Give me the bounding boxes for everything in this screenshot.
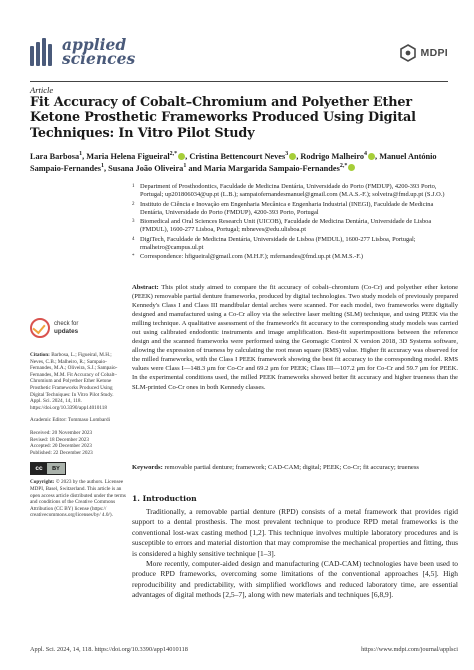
mdpi-logo-icon <box>399 44 417 62</box>
orcid-icon[interactable] <box>289 153 296 160</box>
cc-by-license-icon[interactable]: cc BY <box>30 462 66 475</box>
author[interactable]: Lara Barbosa <box>30 152 80 161</box>
journal-name: applied sciences <box>62 35 136 68</box>
affiliation-item: 3 Biomedical and Oral Sciences Research Unit (UICOB), Faculdade de Medicina Dentária, Universidade de Lisboa (FMDUL), 1600-277 Lisboa, Portugal; mbneves@edu.ulisboa.pt <box>132 218 432 234</box>
footer-citation[interactable]: Appl. Sci. 2024, 14, 118. https://doi.org/10.3390/app14010118 <box>30 646 188 653</box>
introduction-body <box>132 507 458 601</box>
keywords-label: Keywords: <box>132 464 163 471</box>
journal-logo-icon <box>30 38 56 66</box>
check-updates-button[interactable]: check for updates <box>30 318 126 338</box>
published-date: Published: 22 December 2023 <box>30 449 93 456</box>
academic-editor: Academic Editor: Tommaso Lombardi <box>30 417 111 424</box>
affiliation-item: 4 DigiTech, Faculdade de Medicina Dentária, Universidade de Lisboa (FMDUL), 1600-277 Lisboa, Portugal; rmalheiro@campus.ul.pt <box>132 235 416 251</box>
author[interactable]: Manuel António Sampaio-Fernandes <box>30 152 437 173</box>
revised-date: Revised: 18 December 2023 <box>30 436 89 443</box>
author[interactable]: Rodrigo Malheiro <box>300 152 365 161</box>
page-footer <box>30 646 458 653</box>
orcid-icon[interactable] <box>348 164 355 171</box>
paragraph: Traditionally, a removable partial denture (RPD) consists of a metal framework that provides rigid support to a dental prosthesis. The most prevalent technique to produce RPD metal frameworks is the conventional lost-wax casting method [1,2]. This technique involves multiple laboratory procedures and is susceptible to errors and material distortion that may compromise the mechanical properties and fitting, thus is considered a highly sensitive technique [1–3]. <box>132 507 458 558</box>
sidebar <box>30 318 126 525</box>
affiliation-item: 1 Department of Prosthodontics, Faculdade de Medicina Dentária, Universidade do Porto (FMDUP), 4200-393 Porto, Portugal; up201806034@up.pt (L.B.); sampaiofernandesmanuel@gmail.com (M.A.S.-F.); solveira@fmd.up.pt (S.J.O.) <box>132 183 445 199</box>
dates <box>30 430 126 456</box>
author[interactable]: Maria Margarida Sampaio-Fernandes <box>203 163 340 173</box>
keywords-text: removable partial denture; framework; CAD-CAM; digital; PEEK; Co-Cr; fit accuracy; trueness <box>164 464 419 471</box>
check-updates-icon <box>30 318 50 338</box>
author[interactable]: Cristina Bettencourt Neves <box>189 152 286 161</box>
correspondence: * Correspondence: hfigueiral@gmail.com (M.H.F.); mfernandes@fmd.up.pt (M.M.S.-F.) <box>132 253 364 261</box>
author[interactable]: Susana João Oliveira <box>108 163 184 173</box>
footer-journal-url[interactable]: https://www.mdpi.com/journal/applsci <box>361 646 458 653</box>
article-title: Fit Accuracy of Cobalt–Chromium and Polyether Ether Ketone Prosthetic Frameworks Produced Using Digital Techniques: In Vitro Pilot Study <box>30 95 416 141</box>
article-type: Article <box>30 85 54 95</box>
orcid-icon[interactable] <box>368 153 375 160</box>
citation: Citation: Barbosa, L.; Figueiral, M.H.; Neves, C.B.; Malheiro, R.; Sampaio-Fernandes, M.A.; Oliveira, S.J.; Sampaio-Fernandes, M.M. Fit Accuracy of Cobalt–Chromium and Polyether Ether Ketone Prosthetic Frameworks Produced Using Digital Techniques: In Vitro Pilot Study. Appl. Sci. 2024, 14, 118. https://doi.org/10.3390/app14010118 <box>30 352 118 411</box>
accepted-date: Accepted: 20 December 2023 <box>30 443 92 450</box>
abstract-text: This pilot study aimed to compare the fit accuracy of cobalt–chromium (Co-Cr) and polyether ether ketone (PEEK) removable partial denture frameworks, produced by digital technologies. Two study models of previously prepared Kennedy's Class I and Class III mandibular dental arches were scanned. For each model, two frameworks were digitally designed and manufactured using a Co-Cr alloy via the selective laser melting (SLM) technique, and using PEEK via the milling technique. A qualitative assessment of the framework's fit accuracy to the corresponding study models was carried out using calibrated endodontic instruments and image amplification. Best-fit superimpositions between the reference design and the scanned frameworks were performed using the Geomagic Control X version 2018, 3D Systems software, allowing the expression of trueness by calculating the root mean square (RMS) value. Higher fit accuracy was observed for the milled frameworks, with the Class I PEEK framework showing the best fit accuracy to the corresponding model. RMS values were Class I—148.3 μm for Co-Cr and 69.2 μm for PEEK; Class III—107.2 μm for Co-Cr and 59.7 μm for PEEK. In the experimental conditions used, the milled PEEK frameworks showed better fit accuracy and higher trueness than the SLM-printed Co-Cr ones in both Kennedy classes. <box>132 284 458 391</box>
copyright: Copyright: © 2023 by the authors. Licensee MDPI, Basel, Switzerland. This article is an open access article distributed under the terms and conditions of the Creative Commons Attribution (CC BY) license (https:// creativecommons.org/licenses/by/ 4.0/). <box>30 479 126 519</box>
publisher-name: MDPI <box>420 47 448 59</box>
paragraph: More recently, computer-aided design and manufacturing (CAD-CAM) technologies have been used to produce RPD frameworks, overcoming some limitations of the conventional approaches [4,5]. High reproducibility and predictability, with simplified workflows and reduced laboratory time, are essential advantages of digital methods [2,5–7], along with new materials and techniques [6,8,9]. <box>132 559 458 600</box>
orcid-icon[interactable] <box>178 153 185 160</box>
keywords <box>132 463 458 472</box>
affiliations <box>132 183 452 263</box>
header-divider <box>30 81 448 82</box>
journal-logo[interactable] <box>30 35 136 68</box>
section-heading: 1. Introduction <box>132 494 197 503</box>
mdpi-logo[interactable] <box>399 44 448 62</box>
received-date: Received: 20 November 2023 <box>30 429 93 436</box>
author-list: Lara Barbosa$^1$, Maria Helena Figueiral$^{2,*}$ , Cristina Bettencourt Neves$^3$ , Rodrigo Malheiro$^4$ , Manuel António Sampaio-Fernandes$^1$, Susana João Oliveira$^1$ and Maria Margarida Sampaio-Fernandes$^{2,*}$ <box>30 151 437 173</box>
abstract <box>132 283 458 392</box>
affiliation-item: 2 Instituto de Ciência e Inovação em Engenharia Mecânica e Engenharia Industrial (INEGI), Faculdade de Medicina Dentária, Universidade do Porto (FMDUP), 4200-393 Porto, Portugal <box>132 200 434 216</box>
abstract-label: Abstract: <box>132 284 159 291</box>
author[interactable]: Maria Helena Figueiral <box>86 152 170 161</box>
